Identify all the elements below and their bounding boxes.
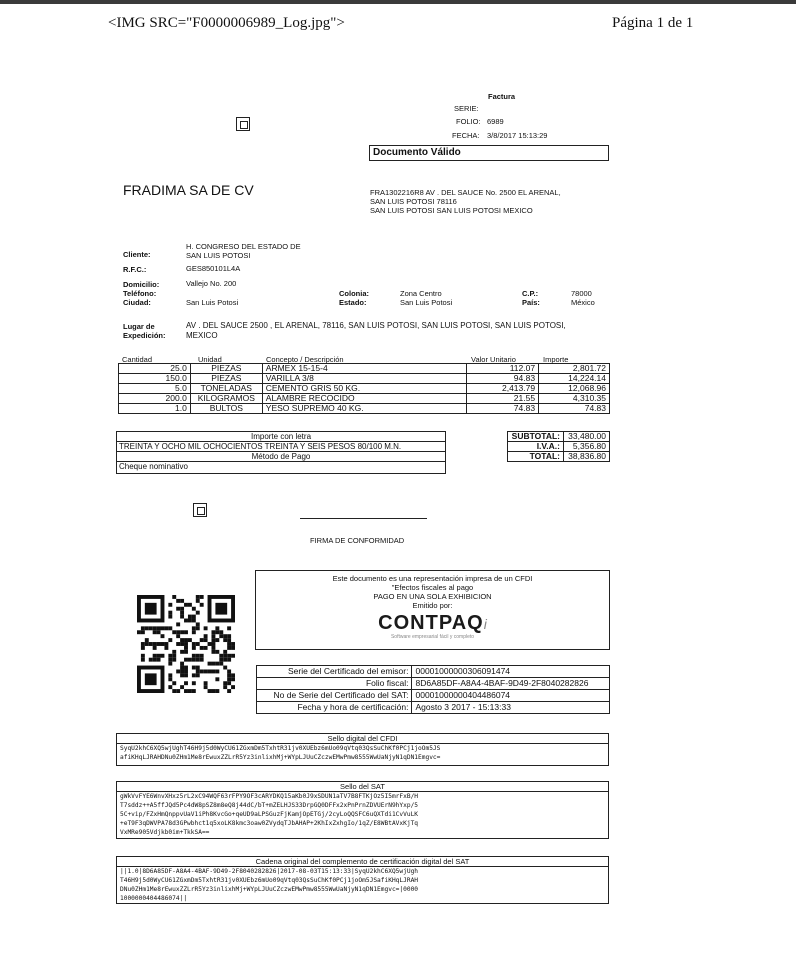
certificate-row — [257, 678, 610, 690]
totals-row — [508, 442, 610, 452]
sello-sat-line: gWkVvFYE6WnvXHxz5rL2xC94WQF63rFPY9OF3cARYDKQ15aKb0J9xSDUN1aTV7B8FTKjOz5I5mrFxB/H — [120, 793, 419, 800]
issuer-address — [370, 188, 620, 215]
certificate-label: Serie del Certificado del emisor: — [257, 666, 412, 678]
total-label: SUBTOTAL: — [508, 432, 564, 442]
cliente-line: SAN LUIS POTOSI — [186, 251, 251, 260]
certificate-label: Fecha y hora de certificación: — [257, 702, 412, 714]
fecha-value: 3/8/2017 15:13:29 — [487, 131, 548, 140]
sello-sat-line: 5C+vip/FZxHmQnppvUaV1iPh8KvcGo+qeUD9aLPSGuzFjKamjOpETGj/2cyLoQQSFC6uQXTdi1CvVuLK — [120, 811, 419, 818]
cantidad-cell: 150.0 — [119, 374, 191, 384]
total-label: TOTAL: — [508, 452, 564, 462]
concepto-cell: ARMEX 15-15-4 — [262, 364, 466, 374]
concepto-cell: VARILLA 3/8 — [262, 374, 466, 384]
col-header-importe: Importe — [543, 355, 569, 364]
table-row — [119, 374, 610, 384]
total-value: 33,480.00 — [564, 432, 610, 442]
sello-sat-title: Sello del SAT — [117, 782, 608, 792]
concepto-cell: ALAMBRE RECOCIDO — [262, 394, 466, 404]
valor-unitario-cell: 74.83 — [467, 404, 539, 414]
cfdi-notice-line: Emitido por: — [412, 601, 453, 610]
totals-row — [508, 432, 610, 442]
sello-sat-line: VxMRe905Vdjkb0im+TkkSA== — [120, 829, 210, 836]
sello-cfdi-text — [117, 744, 608, 762]
unidad-cell: TONELADAS — [190, 384, 262, 394]
col-header-cantidad: Cantidad — [122, 355, 153, 364]
cfdi-notice-line: Este documento es una representación impresa de un CFDI — [332, 574, 533, 583]
table-row — [119, 394, 610, 404]
cadena-line: 1000000404486074|| — [120, 895, 188, 902]
importe-letra-title: Importe con letra — [117, 432, 445, 442]
issuer-address-line: SAN LUIS POTOSI SAN LUIS POTOSI MEXICO — [370, 206, 533, 215]
cadena-line: T46H9j5d0WyCU61ZGxmDm5TxhtR31jv0XUEbz6mUo09qVtq03QsSuChKf0PCj1joOm5JSafiKHqLJRAH — [120, 877, 419, 884]
certificate-value: 00001000000404486074 — [412, 690, 610, 702]
rfc-value: GES850101L4A — [186, 264, 241, 273]
concepto-cell: YESO SUPREMO 40 KG. — [262, 404, 466, 414]
signature-line — [300, 518, 427, 519]
contpaq-logo — [256, 612, 609, 634]
estado-label: Estado: — [339, 298, 367, 307]
ciudad-value: San Luis Potosi — [186, 298, 239, 307]
serie-label: SERIE: — [454, 104, 479, 113]
issuer-address-line: SAN LUIS POTOSI 78116 — [370, 197, 457, 206]
importe-cell: 74.83 — [539, 404, 610, 414]
sello-sat-text — [117, 792, 608, 837]
page-header-left: <IMG SRC="F0000006989_Log.jpg"> — [108, 15, 345, 31]
invoice-title: Factura — [488, 92, 516, 101]
pais-value: México — [571, 298, 595, 307]
certificate-value: 00001000000306091474 — [412, 666, 610, 678]
cantidad-cell: 1.0 — [119, 404, 191, 414]
cliente-label: Cliente: — [123, 250, 151, 259]
certificate-value: 8D6A85DF-A8A4-4BAF-9D49-2F8040282826 — [412, 678, 610, 690]
unidad-cell: PIEZAS — [190, 374, 262, 384]
contpaq-tagline: Software empresarial fácil y completo — [390, 634, 475, 640]
sello-cfdi-line: afiKHqLJRAHDNu0ZHm1Me8rEwuxZZLrR5Yz3inlixhMj+WYpLJUuCZczwEMwPmw8555WwUaNjyN1qDN1Emgvc= — [120, 754, 441, 761]
certificate-row — [257, 702, 610, 714]
items-table — [118, 363, 610, 414]
cliente-value — [186, 242, 301, 260]
certificate-row — [257, 690, 610, 702]
folio-label: FOLIO: — [456, 117, 481, 126]
cadena-title: Cadena original del complemento de certificación digital del SAT — [117, 857, 608, 867]
cadena-text — [117, 867, 608, 903]
telefono-label: Teléfono: — [123, 289, 157, 298]
unidad-cell: PIEZAS — [190, 364, 262, 374]
pais-label: País: — [522, 298, 540, 307]
total-value: 38,836.80 — [564, 452, 610, 462]
importe-cell: 2,801.72 — [539, 364, 610, 374]
status-box — [369, 145, 609, 161]
expedicion-label-line: Lugar de — [123, 322, 155, 331]
logo-placeholder-icon — [193, 503, 207, 517]
expedicion-line: MEXICO — [186, 331, 218, 340]
sello-sat-line: T7sddz++A5ffJQd5Pc4dW8pSZ8m8eQ8j44dC/bT+mZELHJS33DrpGQ0DFFx2xPnPrnZDVUErN9hYxp/5 — [120, 802, 419, 809]
issuer-name: FRADIMA SA DE CV — [123, 182, 254, 198]
cadena-box — [116, 856, 609, 904]
domicilio-value: Vallejo No. 200 — [186, 279, 237, 288]
sello-cfdi-title: Sello digital del CFDI — [117, 734, 608, 744]
certificate-value: Agosto 3 2017 - 15:13:33 — [412, 702, 610, 714]
expedicion-label-line: Expedición: — [123, 331, 166, 340]
totals-row — [508, 452, 610, 462]
unidad-cell: BULTOS — [190, 404, 262, 414]
cfdi-notice-line: PAGO EN UNA SOLA EXHIBICION — [373, 592, 492, 601]
cp-label: C.P.: — [522, 289, 539, 298]
valor-unitario-cell: 94.83 — [467, 374, 539, 384]
cfdi-notice-box — [255, 570, 610, 650]
fecha-label: FECHA: — [452, 131, 480, 140]
table-row — [119, 404, 610, 414]
cantidad-cell: 25.0 — [119, 364, 191, 374]
sello-sat-line: +eT9F3qDWVPA78d3GPwbhct1q5xoLK8kmc3oaw0ZVydqTJbAHAP+2KhIxZxhgIo/1qZ/E8WBtAVxKjTq — [120, 820, 419, 827]
importe-cell: 14,224.14 — [539, 374, 610, 384]
sello-sat-box — [116, 781, 609, 839]
sello-cfdi-box — [116, 733, 609, 766]
concepto-cell: CEMENTO GRIS 50 KG. — [262, 384, 466, 394]
colonia-value: Zona Centro — [400, 289, 442, 298]
valor-unitario-cell: 2,413.79 — [467, 384, 539, 394]
importe-letra-box — [116, 431, 446, 474]
col-header-concepto: Concepto / Descripción — [266, 355, 344, 364]
importe-cell: 12,068.96 — [539, 384, 610, 394]
contpaq-brand: CONTPAQ — [378, 612, 484, 634]
logo-placeholder-icon — [236, 117, 250, 131]
certificates-table — [256, 665, 610, 714]
expedicion-label — [123, 322, 166, 340]
total-value: 5,356.80 — [564, 442, 610, 452]
expedicion-line: AV . DEL SAUCE 2500 , EL ARENAL, 78116, SAN LUIS POTOSI, SAN LUIS POTOSI, SAN LUIS POTOSI, — [186, 321, 566, 330]
importe-cell: 4,310.35 — [539, 394, 610, 404]
issuer-address-line: FRA1302216R8 AV . DEL SAUCE No. 2500 EL ARENAL, — [370, 188, 561, 197]
ciudad-label: Ciudad: — [123, 298, 151, 307]
certificate-label: No de Serie del Certificado del SAT: — [257, 690, 412, 702]
cadena-line: ||1.0|8D6A85DF-A8A4-4BAF-9D49-2F8040282826|2017-08-03T15:13:33|SyqU2khC6XQ5wjUgh — [120, 868, 419, 875]
cantidad-cell: 200.0 — [119, 394, 191, 404]
firma-label: FIRMA DE CONFORMIDAD — [310, 536, 405, 545]
cadena-line: DNu0ZHm1Me8rEwuxZZLrR5Yz3inlixhMj+WYpLJUuCZczwEMwPmw8555WwUaNjyN1qDN1Emgvc=|0000 — [120, 886, 419, 893]
table-row — [119, 384, 610, 394]
domicilio-label: Domicilio: — [123, 280, 160, 289]
metodo-pago-title: Método de Pago — [117, 452, 445, 462]
unidad-cell: KILOGRAMOS — [190, 394, 262, 404]
page-number: Página 1 de 1 — [612, 15, 694, 31]
colonia-label: Colonia: — [339, 289, 369, 298]
total-label: I.V.A.: — [508, 442, 564, 452]
estado-value: San Luis Potosi — [400, 298, 453, 307]
certificate-label: Folio fiscal: — [257, 678, 412, 690]
table-row — [119, 364, 610, 374]
contpaq-brand-suffix: i — [483, 616, 487, 632]
importe-letra-value: TREINTA Y OCHO MIL OCHOCIENTOS TREINTA Y SEIS PESOS 80/100 M.N. — [117, 442, 445, 452]
qr-code — [134, 595, 238, 693]
page-top-border — [0, 0, 796, 4]
expedicion-value — [186, 321, 626, 341]
cp-value: 78000 — [571, 289, 592, 298]
sello-cfdi-line: SyqU2khC6XQ5wjUghT46H9j5d0WyCU61ZGxmDm5TxhtR31jv0XUEbz6mUo09qVtq03QsSuChKf0PCj1joOm5JS — [120, 745, 441, 752]
certificate-row — [257, 666, 610, 678]
totals-table — [507, 431, 610, 462]
cliente-line: H. CONGRESO DEL ESTADO DE — [186, 242, 301, 251]
rfc-label: R.F.C.: — [123, 265, 147, 274]
col-header-valor-unitario: Valor Unitario — [471, 355, 516, 364]
folio-value: 6989 — [487, 117, 504, 126]
valor-unitario-cell: 21.55 — [467, 394, 539, 404]
col-header-unidad: Unidad — [198, 355, 222, 364]
metodo-pago-value: Cheque nominativo — [119, 462, 188, 471]
cantidad-cell: 5.0 — [119, 384, 191, 394]
status-text: Documento Válido — [373, 147, 461, 158]
cfdi-notice-line: "Efectos fiscales al pago — [391, 583, 474, 592]
valor-unitario-cell: 112.07 — [467, 364, 539, 374]
